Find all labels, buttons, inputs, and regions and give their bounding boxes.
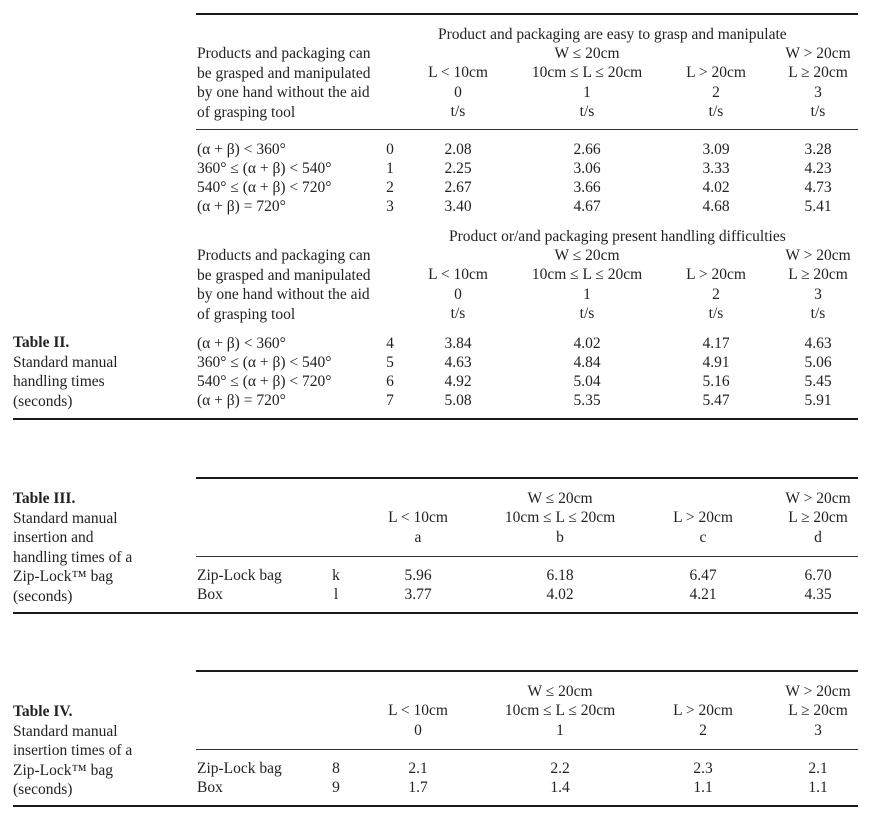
table-iii-col-b [505, 508, 615, 547]
row-label: 540° ≤ (α + β) < 720° [197, 179, 332, 196]
caption-line: Standard manual [13, 353, 118, 371]
col-code: 3 [814, 721, 822, 739]
table-iii-top-rule [196, 477, 858, 479]
col-code: 0 [454, 83, 462, 101]
table-iii-w-le: W ≤ 20cm [527, 490, 593, 507]
col-code: 1 [583, 285, 591, 303]
table-ii-section2-header: Product or/and packaging present handling difficulties [449, 228, 786, 245]
row-label: Box [197, 779, 223, 796]
table-cell: 6.47 [689, 567, 717, 584]
col-length: L > 20cm [686, 266, 746, 283]
caption-line: insertion times of a [13, 742, 133, 759]
table-ii-s1-col-1 [532, 63, 642, 122]
caption-line: insertion and [13, 529, 94, 546]
col-code: 3 [814, 285, 822, 303]
table-cell: 3.40 [444, 198, 472, 215]
table-cell: 4.63 [804, 335, 832, 352]
table-cell: 3.28 [804, 141, 832, 158]
stub-line: Products and packaging can [197, 45, 371, 62]
col-code: d [814, 528, 822, 546]
row-code: 8 [332, 760, 340, 777]
table-ii-s1-col-2 [686, 63, 746, 122]
table-cell: 1.1 [693, 779, 713, 796]
table-cell: 2.1 [808, 760, 828, 777]
table-cell: 4.17 [702, 335, 730, 352]
row-label: (α + β) < 360° [197, 141, 286, 158]
table-ii-s1-w-le: W ≤ 20cm [554, 45, 620, 62]
col-length: L > 20cm [673, 509, 733, 526]
col-length: L < 10cm [428, 64, 488, 81]
table-iv-w-le: W ≤ 20cm [527, 683, 593, 700]
row-label: 540° ≤ (α + β) < 720° [197, 373, 332, 390]
table-iv-col-3 [788, 701, 848, 740]
table-iv-caption [13, 702, 183, 800]
table-cell: 3.84 [444, 335, 472, 352]
col-code: 1 [556, 721, 564, 739]
table-cell: 2.3 [693, 760, 713, 777]
col-code: 2 [712, 83, 720, 101]
col-unit: t/s [810, 305, 826, 322]
caption-line: Standard manual [13, 722, 118, 740]
col-unit: t/s [810, 103, 826, 120]
col-length: L > 20cm [673, 702, 733, 719]
table-ii-s2-w-gt: W > 20cm [785, 247, 851, 264]
table-iv-col-1 [505, 701, 615, 740]
col-length: L < 10cm [428, 266, 488, 283]
caption-title: Table III. [13, 490, 76, 507]
stub-line: by one hand without the aid [197, 84, 370, 101]
table-ii-top-rule [196, 13, 858, 15]
table-cell: 3.33 [702, 160, 730, 177]
table-ii-caption [13, 333, 183, 411]
col-length: L ≥ 20cm [788, 64, 848, 81]
table-cell: 5.96 [404, 567, 432, 584]
stub-line: by one hand without the aid [197, 286, 370, 303]
table-cell: 2.67 [444, 179, 472, 196]
table-cell: 5.41 [804, 198, 832, 215]
table-iv-top-rule [196, 670, 858, 672]
caption-line: (seconds) [13, 392, 73, 410]
table-cell: 3.06 [573, 160, 601, 177]
col-length: L < 10cm [388, 509, 448, 526]
table-ii-s2-col-3 [788, 265, 848, 324]
table-ii-s2-col-2 [686, 265, 746, 324]
caption-title: Table II. [13, 334, 70, 351]
row-code: 3 [386, 198, 394, 215]
col-unit: t/s [708, 103, 724, 120]
row-code: 4 [386, 335, 394, 352]
col-unit: t/s [579, 103, 595, 120]
table-cell: 4.73 [804, 179, 832, 196]
table-cell: 4.02 [546, 586, 574, 603]
row-label: Zip-Lock bag [197, 567, 282, 584]
table-iii-col-a [388, 508, 448, 547]
table-ii-s1-col-3 [788, 63, 848, 122]
table-iv-col-0 [388, 701, 448, 740]
col-length: L ≥ 20cm [788, 266, 848, 283]
table-cell: 2.25 [444, 160, 472, 177]
col-code: 0 [454, 285, 462, 303]
col-code: b [556, 528, 564, 546]
row-code: l [333, 586, 339, 603]
caption-line: (seconds) [13, 587, 73, 605]
col-length: 10cm ≤ L ≤ 20cm [531, 64, 643, 81]
col-code: 2 [712, 285, 720, 303]
stub-line: Products and packaging can [197, 247, 371, 264]
table-cell: 5.35 [573, 392, 601, 409]
table-cell: 5.91 [804, 392, 832, 409]
stub-line: be grasped and manipulated [197, 266, 371, 284]
caption-line: handling times of a [13, 548, 133, 566]
row-code: 0 [386, 141, 394, 158]
table-iii-w-gt: W > 20cm [785, 490, 851, 507]
table-cell: 5.04 [573, 373, 601, 390]
table-iii-bottom-rule [13, 612, 858, 614]
row-code: 1 [386, 160, 394, 177]
caption-title: Table IV. [13, 703, 73, 720]
stub-line: of grasping tool [197, 103, 296, 121]
row-code: 5 [386, 354, 394, 371]
table-cell: 4.92 [444, 373, 472, 390]
col-code: 3 [814, 83, 822, 101]
table-iv-w-gt: W > 20cm [785, 683, 851, 700]
col-length: L ≥ 20cm [788, 702, 848, 719]
table-ii-s1-w-gt: W > 20cm [785, 45, 851, 62]
row-label: 360° ≤ (α + β) < 540° [197, 354, 332, 371]
table-ii-header-rule [196, 129, 858, 130]
table-ii-s2-col-0 [428, 265, 488, 324]
stub-line: of grasping tool [197, 305, 296, 323]
col-length: 10cm ≤ L ≤ 20cm [504, 509, 616, 526]
row-label: Zip-Lock bag [197, 760, 282, 777]
caption-line: Zip-Lock™ bag [13, 761, 113, 779]
caption-line: Zip-Lock™ bag [13, 568, 113, 585]
row-code: 6 [386, 373, 394, 390]
table-cell: 1.1 [808, 779, 828, 796]
table-cell: 2.08 [444, 141, 472, 158]
table-ii-s2-col-1 [532, 265, 642, 324]
row-label: Box [197, 586, 223, 603]
table-cell: 5.16 [702, 373, 730, 390]
table-cell: 4.84 [573, 354, 601, 371]
table-cell: 4.23 [804, 160, 832, 177]
table-cell: 4.02 [573, 335, 601, 352]
table-cell: 4.21 [689, 586, 717, 603]
table-iv-bottom-rule [13, 805, 858, 807]
table-cell: 2.1 [408, 760, 428, 777]
row-code: 7 [386, 392, 394, 409]
table-cell: 4.02 [702, 179, 730, 196]
table-cell: 6.70 [804, 567, 832, 584]
table-cell: 4.68 [702, 198, 730, 215]
table-cell: 1.4 [550, 779, 570, 796]
table-cell: 5.08 [444, 392, 472, 409]
table-iii-header-rule [196, 556, 858, 557]
table-cell: 1.7 [408, 779, 428, 796]
col-length: L < 10cm [388, 702, 448, 719]
col-length: L > 20cm [686, 64, 746, 81]
table-iii-col-d [788, 508, 848, 547]
table-ii-s1-stub [197, 44, 407, 122]
row-code: 2 [386, 179, 394, 196]
table-cell: 4.91 [702, 354, 730, 371]
row-code: 9 [332, 779, 340, 796]
table-cell: 4.63 [444, 354, 472, 371]
table-cell: 4.67 [573, 198, 601, 215]
col-length: L ≥ 20cm [788, 509, 848, 526]
row-label: (α + β) = 720° [197, 392, 286, 409]
row-label: 360° ≤ (α + β) < 540° [197, 160, 332, 177]
caption-line: handling times [13, 373, 105, 390]
col-unit: t/s [450, 305, 466, 322]
table-iv-col-2 [673, 701, 733, 740]
table-cell: 3.77 [404, 586, 432, 603]
col-unit: t/s [579, 305, 595, 322]
table-cell: 6.18 [546, 567, 574, 584]
col-code: 2 [699, 721, 707, 739]
table-ii-s2-w-le: W ≤ 20cm [554, 247, 620, 264]
col-code: 0 [414, 721, 422, 739]
table-ii-bottom-rule [13, 418, 858, 420]
row-label: (α + β) = 720° [197, 198, 286, 215]
table-cell: 4.35 [804, 586, 832, 603]
table-cell: 5.47 [702, 392, 730, 409]
table-cell: 3.66 [573, 179, 601, 196]
table-iii-col-c [673, 508, 733, 547]
col-code: 1 [583, 83, 591, 101]
col-length: 10cm ≤ L ≤ 20cm [504, 702, 616, 719]
table-cell: 2.66 [573, 141, 601, 158]
table-cell: 5.06 [804, 354, 832, 371]
caption-line: (seconds) [13, 781, 73, 798]
table-ii-s2-stub [197, 246, 407, 324]
table-ii-s1-col-0 [428, 63, 488, 122]
row-code: k [332, 567, 340, 584]
table-cell: 2.2 [550, 760, 570, 777]
row-label: (α + β) < 360° [197, 335, 286, 352]
col-unit: t/s [708, 305, 724, 322]
table-cell: 3.09 [702, 141, 730, 158]
table-cell: 5.45 [804, 373, 832, 390]
col-code: a [414, 528, 422, 546]
col-code: c [699, 528, 707, 546]
caption-line: Standard manual [13, 509, 118, 527]
stub-line: be grasped and manipulated [197, 64, 371, 82]
col-length: 10cm ≤ L ≤ 20cm [531, 266, 643, 283]
table-iii-caption [13, 489, 183, 606]
table-ii-section1-header: Product and packaging are easy to grasp and manipulate [438, 26, 787, 43]
col-unit: t/s [450, 103, 466, 120]
table-iv-header-rule [196, 749, 858, 750]
